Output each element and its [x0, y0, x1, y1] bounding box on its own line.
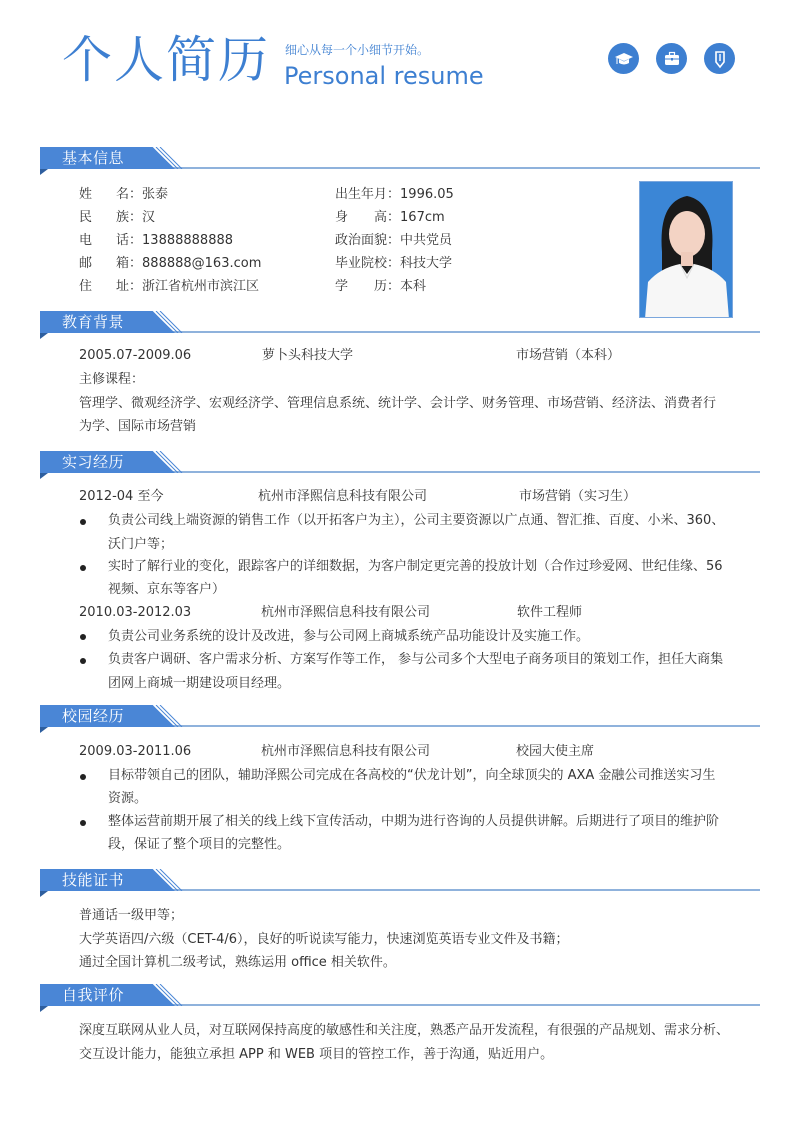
slogan: 细心从每一个小细节开始。	[285, 43, 430, 57]
sep: ：	[129, 256, 143, 271]
section-header-education	[40, 311, 760, 341]
bullet-dot	[80, 658, 86, 664]
bullet-dot	[80, 519, 86, 525]
section-divider	[165, 471, 760, 473]
campus-bullet1: 目标带领自己的团队，辅助泽熙公司完成在各高校的“伏龙计划”，向全球顶尖的 AXA 金融公司推送实习生	[108, 768, 716, 783]
campus-company: 杭州市泽熙信息科技有限公司	[261, 744, 431, 759]
edu-school: 萝卜头科技大学	[262, 348, 354, 363]
campus-period: 2009.03-2011.06	[79, 744, 192, 759]
skill-line: 通过全国计算机二级考试，熟练运用 office 相关软件。	[79, 955, 396, 970]
sep: ：	[129, 233, 143, 248]
job1-bullet2: 实时了解行业的变化，跟踪客户的详细数据，为客户制定更完善的投放计划（合作过珍爱网、世纪佳缘、56	[108, 559, 723, 574]
section-title: 实习经历	[62, 453, 125, 471]
job2-role: 软件工程师	[517, 605, 583, 620]
section-header-self-evaluation	[40, 984, 760, 1014]
edu-courses-cont: 为学、国际市场营销	[79, 419, 197, 434]
label: 住	[79, 279, 93, 294]
info-name	[79, 186, 168, 204]
stripes-decoration	[140, 984, 200, 1006]
info-phone	[79, 232, 233, 250]
label: 箱	[116, 256, 130, 271]
tab-fold	[40, 727, 48, 733]
job1-company: 杭州市泽熙信息科技有限公司	[258, 489, 428, 504]
info-birth	[335, 186, 454, 204]
label: 邮	[79, 256, 93, 271]
bullet-dot	[80, 820, 86, 826]
info-height	[335, 209, 445, 227]
header-icons	[608, 43, 735, 74]
bullet-dot	[80, 774, 86, 780]
sep: ：	[387, 210, 401, 225]
info-ethnicity	[79, 209, 155, 227]
campus-role: 校园大使主席	[516, 744, 595, 759]
value: 本科	[400, 279, 427, 294]
campus-bullet2-cont: 段，保证了整个项目的完整性。	[108, 837, 291, 852]
section-header-internship	[40, 451, 760, 481]
label: 族	[116, 210, 130, 225]
sep: ：	[129, 187, 143, 202]
job2-period: 2010.03-2012.03	[79, 605, 192, 620]
job2-bullet2: 负责客户调研、客户需求分析、方案写作等工作， 参与公司多个大型电子商务项目的策划工作，担任大商集	[108, 652, 724, 667]
tab-fold	[40, 891, 48, 897]
job1-bullet1: 负责公司线上端资源的销售工作（以开拓客户为主），公司主要资源以广点通、智汇推、百度、小米、360、	[108, 513, 725, 528]
section-title: 校园经历	[62, 707, 125, 725]
stripes-decoration	[140, 705, 200, 727]
job2-bullet2-cont: 团网上商城一期建设项目经理。	[108, 676, 291, 691]
sep: ：	[129, 279, 143, 294]
bullet-dot	[80, 634, 86, 640]
info-political	[335, 232, 452, 250]
job1-role: 市场营销（实习生）	[519, 489, 637, 504]
edu-major: 市场营销（本科）	[516, 348, 621, 363]
graduation-cap-icon	[608, 43, 639, 74]
job1-period: 2012-04 至今	[79, 489, 164, 504]
stripes-decoration	[140, 451, 200, 473]
value: 167cm	[400, 210, 445, 225]
section-header-campus	[40, 705, 760, 735]
campus-bullet2: 整体运营前期开展了相关的线上线下宣传活动，中期为进行咨询的人员提供讲解。后期进行了项目的维护阶	[108, 814, 720, 829]
self-eval-line: 交互设计能力，能独立承担 APP 和 WEB 项目的管控工作，善于沟通，贴近用户。	[79, 1047, 554, 1062]
value: 张泰	[142, 187, 169, 202]
skill-line: 大学英语四/六级（CET-4/6），良好的听说读写能力，快速浏览英语专业文件及书籍；	[79, 932, 569, 947]
label: 姓	[79, 187, 93, 202]
section-divider	[165, 1004, 760, 1006]
section-divider	[165, 889, 760, 891]
section-title: 技能证书	[62, 871, 125, 889]
label: 名	[116, 187, 130, 202]
section-header-basic-info	[40, 147, 760, 177]
skill-line: 普通话一级甲等；	[79, 908, 184, 923]
bullet-dot	[80, 565, 86, 571]
campus-bullet1-cont: 资源。	[108, 791, 148, 806]
job1-bullet2-cont: 视频、京东等客户）	[108, 582, 226, 597]
edu-courses: 管理学、微观经济学、宏观经济学、管理信息系统、统计学、会计学、财务管理、市场营销、经济法、消费者行	[79, 396, 717, 411]
info-degree	[335, 278, 426, 296]
resume-header	[0, 0, 800, 120]
section-header-skills	[40, 869, 760, 899]
section-divider	[165, 725, 760, 727]
info-email	[79, 255, 261, 273]
job2-bullet1: 负责公司业务系统的设计及改进，参与公司网上商城系统产品功能设计及实施工作。	[108, 629, 590, 644]
page-title: 个人简历	[62, 31, 270, 89]
info-school	[335, 255, 452, 273]
edu-courses-label: 主修课程：	[79, 372, 145, 387]
stripes-decoration	[140, 311, 200, 333]
tab-fold	[40, 1006, 48, 1012]
value: 汉	[142, 210, 156, 225]
label: 出生年月	[335, 187, 388, 202]
edu-period: 2005.07-2009.06	[79, 348, 192, 363]
tab-fold	[40, 169, 48, 175]
label: 址	[116, 279, 130, 294]
info-address	[79, 278, 259, 296]
value: 13888888888	[142, 233, 234, 248]
value: 888888@163.com	[142, 256, 262, 271]
job2-company: 杭州市泽熙信息科技有限公司	[261, 605, 431, 620]
value: 科技大学	[400, 256, 453, 271]
section-title: 基本信息	[62, 149, 125, 167]
job1-bullet1-cont: 沃门户等；	[108, 537, 174, 552]
value: 1996.05	[400, 187, 454, 202]
label: 政治面貌	[335, 233, 388, 248]
sep: ：	[387, 187, 401, 202]
label: 电	[79, 233, 93, 248]
portrait-image	[640, 182, 733, 318]
label: 毕业院校	[335, 256, 388, 271]
label: 学 历	[335, 279, 388, 294]
value: 中共党员	[400, 233, 453, 248]
pencil-icon	[704, 43, 735, 74]
label: 话	[116, 233, 130, 248]
section-divider	[165, 167, 760, 169]
section-divider	[165, 331, 760, 333]
subtitle-english: Personal resume	[284, 62, 484, 90]
stripes-decoration	[140, 869, 200, 891]
value: 浙江省杭州市滨江区	[142, 279, 260, 294]
sep: ：	[387, 279, 401, 294]
section-title: 自我评价	[62, 986, 125, 1004]
stripes-decoration	[140, 147, 200, 169]
briefcase-icon	[656, 43, 687, 74]
label: 民	[79, 210, 93, 225]
sep: ：	[129, 210, 143, 225]
sep: ：	[387, 233, 401, 248]
sep: ：	[387, 256, 401, 271]
profile-photo	[639, 181, 733, 318]
tab-fold	[40, 333, 48, 339]
self-eval-line: 深度互联网从业人员，对互联网保持高度的敏感性和关注度，熟悉产品开发流程，有很强的产品规划、需求分析、	[79, 1023, 730, 1038]
section-title: 教育背景	[62, 313, 125, 331]
label: 身 高	[335, 210, 388, 225]
tab-fold	[40, 473, 48, 479]
